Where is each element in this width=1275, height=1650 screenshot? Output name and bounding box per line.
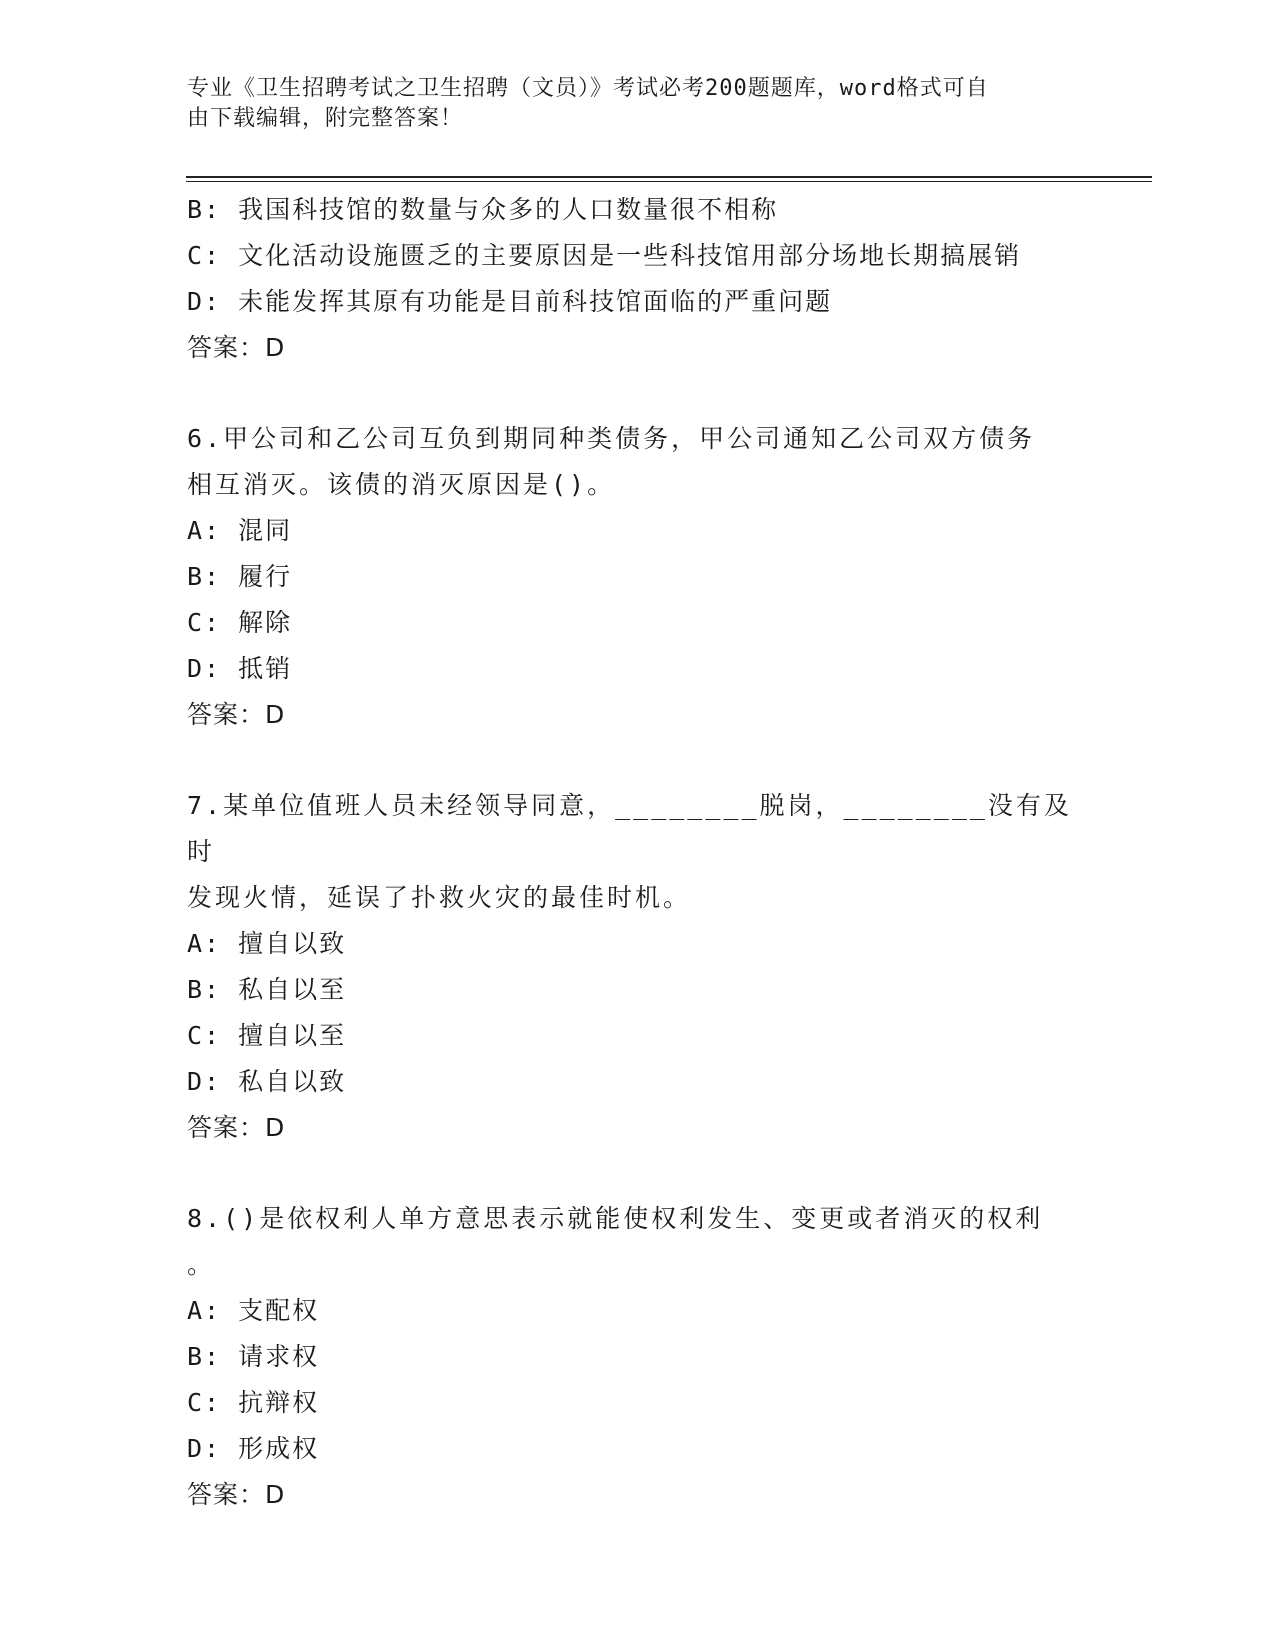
- question-content: [187, 187, 1087, 1518]
- question-text-line-2: 相互消灭。该债的消灭原因是()。: [187, 470, 616, 499]
- option-b: B: 私自以至: [187, 975, 347, 1004]
- option-a: A: 擅自以致: [187, 929, 347, 958]
- question-text-line-2: 发现火情，延误了扑救火灾的最佳时机。: [187, 883, 692, 912]
- option-c: C: 解除: [187, 608, 293, 637]
- question-text-line-1: 8.()是依权利人单方意思表示就能使权利发生、变更或者消灭的权利: [187, 1204, 1044, 1233]
- question-text-line-1: 6.甲公司和乙公司互负到期同种类债务，甲公司通知乙公司双方债务: [187, 424, 1036, 453]
- answer: 答案：D: [187, 333, 286, 362]
- option-d: D: 未能发挥其原有功能是目前科技馆面临的严重问题: [187, 287, 833, 316]
- header-divider-thin: [186, 181, 1152, 182]
- option-b: B: 请求权: [187, 1342, 320, 1371]
- question-8: [187, 1196, 1087, 1518]
- question-text-line-1: 7.某单位值班人员未经领导同意，________脱岗，________没有及时: [187, 791, 1072, 866]
- option-a: A: 混同: [187, 516, 293, 545]
- option-c: C: 文化活动设施匮乏的主要原因是一些科技馆用部分场地长期搞展销: [187, 241, 1022, 270]
- option-d: D: 抵销: [187, 654, 293, 683]
- answer: 答案：D: [187, 700, 286, 729]
- question-text-line-2: 。: [187, 1250, 216, 1279]
- question-7: [187, 783, 1087, 1151]
- option-b: B: 我国科技馆的数量与众多的人口数量很不相称: [187, 195, 779, 224]
- header-divider-thick: [186, 176, 1152, 178]
- header-title-line-1: 专业《卫生招聘考试之卫生招聘（文员）》考试必考200题题库，word格式可自: [187, 76, 989, 101]
- answer: 答案：D: [187, 1113, 286, 1142]
- question-6: [187, 416, 1087, 738]
- answer: 答案：D: [187, 1480, 286, 1509]
- option-d: D: 私自以致: [187, 1067, 347, 1096]
- option-d: D: 形成权: [187, 1434, 320, 1463]
- continued-question: [187, 187, 1087, 371]
- header-title-line-2: 由下载编辑，附完整答案！: [187, 106, 464, 131]
- option-c: C: 抗辩权: [187, 1388, 320, 1417]
- document-header: [187, 74, 1067, 134]
- option-b: B: 履行: [187, 562, 293, 591]
- option-c: C: 擅自以至: [187, 1021, 347, 1050]
- option-a: A: 支配权: [187, 1296, 320, 1325]
